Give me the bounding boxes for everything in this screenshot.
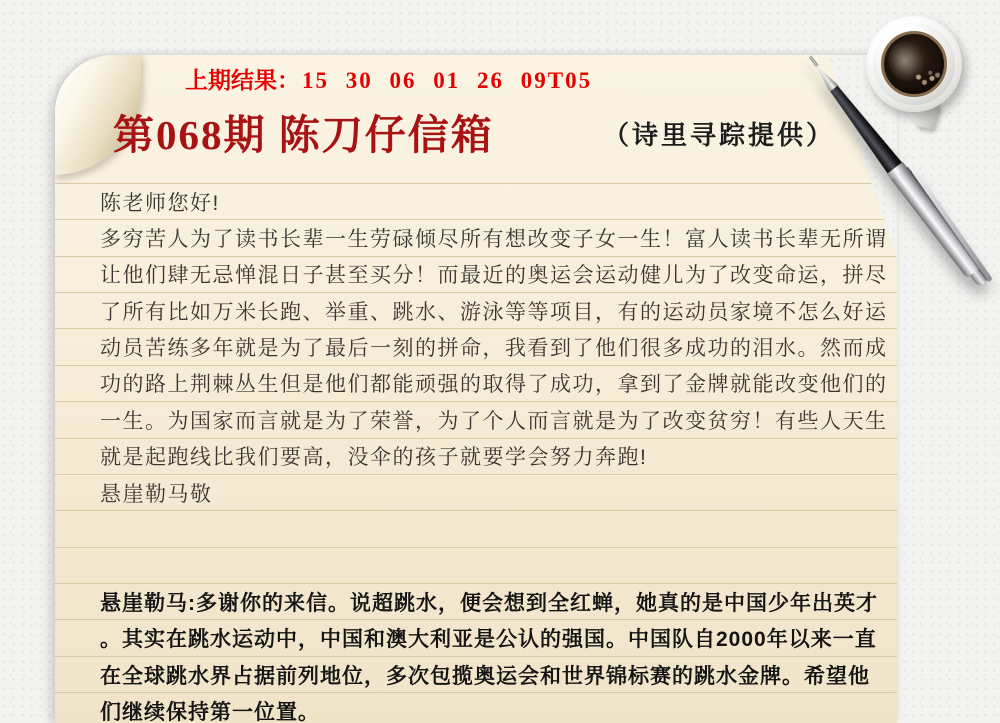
reply-line: 悬崖勒马:多谢你的来信。说超跳水，便会想到全红蝉，她真的是中国少年出英才 [55, 584, 897, 621]
letter-line: 功的路上荆棘丛生但是他们都能顽强的取得了成功，拿到了金牌就能改变他们的 [55, 366, 897, 402]
coffee-surface [881, 31, 947, 97]
blank-rule-row [55, 511, 897, 547]
pen-nib-tip [808, 56, 818, 67]
letter-line: 陈老师您好! [55, 184, 897, 220]
letter-line: 多穷苦人为了读书长辈一生劳碌倾尽所有想改变子女一生！富人读书长辈无所谓 [55, 220, 897, 256]
previous-result-value: 15 30 06 01 26 09T05 [302, 68, 593, 93]
paper-sheet [55, 55, 897, 723]
letter-line: 让他们肆无忌惮混日子甚至买分！而最近的奥运会运动健儿为了改变命运，拼尽 [55, 257, 897, 293]
letter-line: 就是起跑线比我们要高，没伞的孩子就要学会努力奔跑! [55, 439, 897, 475]
reply-line: 。其实在跳水运动中，中国和澳大利亚是公认的强国。中国队自2000年以来一直 [55, 620, 897, 657]
previous-result-label: 上期结果： [185, 68, 300, 93]
coffee-cup-icon [866, 16, 962, 112]
letter-line: 了所有比如万米长跑、举重、跳水、游泳等等项目，有的运动员家境不怎么好运 [55, 293, 897, 329]
letter-line: 动员苦练多年就是为了最后一刻的拼命，我看到了他们很多成功的泪水。然而成 [55, 329, 897, 365]
provider-note: （诗里寻踪提供） [603, 121, 836, 150]
reply-line: 在全球跳水界占据前列地位，多次包揽奥运会和世界锦标赛的跳水金牌。希望他 [55, 657, 897, 694]
blank-rule-row [55, 548, 897, 584]
letter-signature: 悬崖勒马敬 [55, 475, 897, 511]
issue-title: 第068期 陈刀仔信箱 [113, 112, 494, 158]
previous-result [185, 62, 592, 95]
letter-body [55, 183, 897, 723]
letter-line: 一生。为国家而言就是为了荣誉，为了个人而言就是为了改变贫穷！有些人天生 [55, 402, 897, 438]
reply-line: 们继续保持第一位置。 [55, 693, 897, 723]
pen-clip [911, 168, 993, 282]
pen-nib [813, 63, 839, 92]
pen-barrel [891, 167, 984, 280]
